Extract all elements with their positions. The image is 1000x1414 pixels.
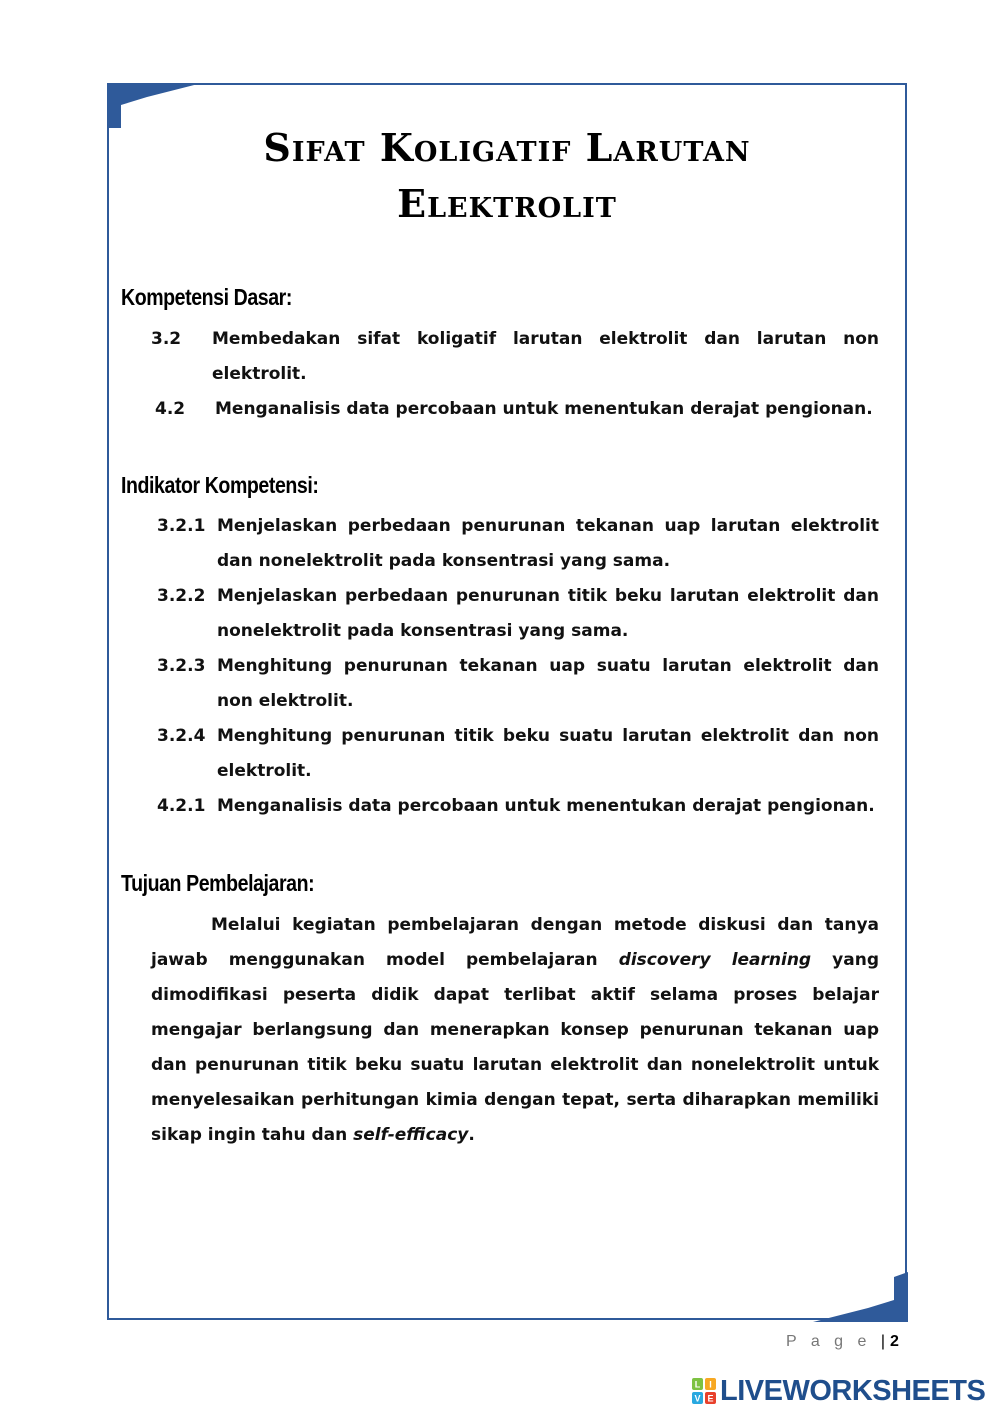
kd-item-number: 4.2	[155, 399, 186, 419]
kd-item-text: Menganalisis data percobaan untuk menentukan derajat pengionan.	[215, 399, 873, 419]
liveworksheets-brand-text: LIVEWORKSHEETS	[720, 1374, 986, 1407]
indikator-item-number: 3.2.1	[157, 516, 206, 536]
liveworksheets-icon	[692, 1378, 716, 1404]
kd-item	[155, 392, 879, 427]
indikator-item-text: Menghitung penurunan tekanan uap suatu larutan elektrolit dan non elektrolit.	[217, 656, 879, 711]
page-label: P a g e	[786, 1333, 872, 1350]
kd-item	[151, 322, 879, 392]
tujuan-text-italic-2: self-efficacy	[353, 1125, 469, 1145]
indikator-item-number: 3.2.3	[157, 656, 206, 676]
tujuan-paragraph	[151, 908, 879, 1153]
tujuan-text-part-2: yang dimodifikasi peserta didik dapat terlibat aktif selama proses belajar mengajar berlangsung dan menerapkan konsep penurunan tekanan uap dan penurunan titik beku suatu larutan elektrolit dan nonelektrolit untuk menyelesaikan perhitungan kimia dengan tepat, serta diharapkan memiliki sikap ingin tahu dan	[151, 950, 879, 1145]
tujuan-text-italic-1: discovery learning	[618, 950, 812, 970]
corner-decoration-bottom-right	[808, 1272, 908, 1322]
page-title	[107, 120, 907, 232]
liveworksheets-logo[interactable]	[692, 1374, 985, 1408]
indikator-item-number: 3.2.4	[157, 726, 206, 746]
indikator-item	[157, 719, 879, 789]
page-number-value: 2	[890, 1333, 899, 1350]
logo-letter: E	[707, 1393, 714, 1404]
indikator-item-text: Menjelaskan perbedaan penurunan tekanan uap larutan elektrolit dan nonelektrolit pada konsentrasi yang sama.	[217, 516, 879, 571]
heading-indikator-kompetensi: Indikator Kompetensi:	[121, 472, 319, 498]
indikator-item	[157, 509, 879, 579]
indikator-item-number: 4.2.1	[157, 796, 206, 816]
page-separator: |	[880, 1333, 891, 1350]
tujuan-text-part-1: Melalui kegiatan pembelajaran dengan metode diskusi dan tanya jawab menggunakan model pembelajaran	[151, 915, 879, 970]
logo-letter: I	[709, 1379, 712, 1390]
heading-kompetensi-dasar: Kompetensi Dasar:	[121, 284, 292, 310]
tujuan-text-part-3: .	[468, 1125, 475, 1145]
indikator-item-text: Menganalisis data percobaan untuk menentukan derajat pengionan.	[217, 796, 875, 816]
kd-item-number: 3.2	[151, 329, 182, 349]
title-line-1: Sifat Koligatif Larutan	[263, 125, 751, 170]
logo-letter: V	[694, 1393, 701, 1404]
logo-letter: L	[694, 1379, 701, 1390]
page-number	[786, 1333, 899, 1351]
heading-tujuan-pembelajaran: Tujuan Pembelajaran:	[121, 870, 315, 896]
indikator-item	[157, 579, 879, 649]
indikator-item	[157, 649, 879, 719]
indikator-item-text: Menjelaskan perbedaan penurunan titik beku larutan elektrolit dan nonelektrolit pada konsentrasi yang sama.	[217, 586, 879, 641]
indikator-item	[157, 789, 879, 824]
indikator-item-text: Menghitung penurunan titik beku suatu larutan elektrolit dan non elektrolit.	[217, 726, 879, 781]
indikator-item-number: 3.2.2	[157, 586, 206, 606]
title-line-2: Elektrolit	[397, 181, 617, 226]
kd-item-text: Membedakan sifat koligatif larutan elektrolit dan larutan non elektrolit.	[212, 329, 879, 384]
